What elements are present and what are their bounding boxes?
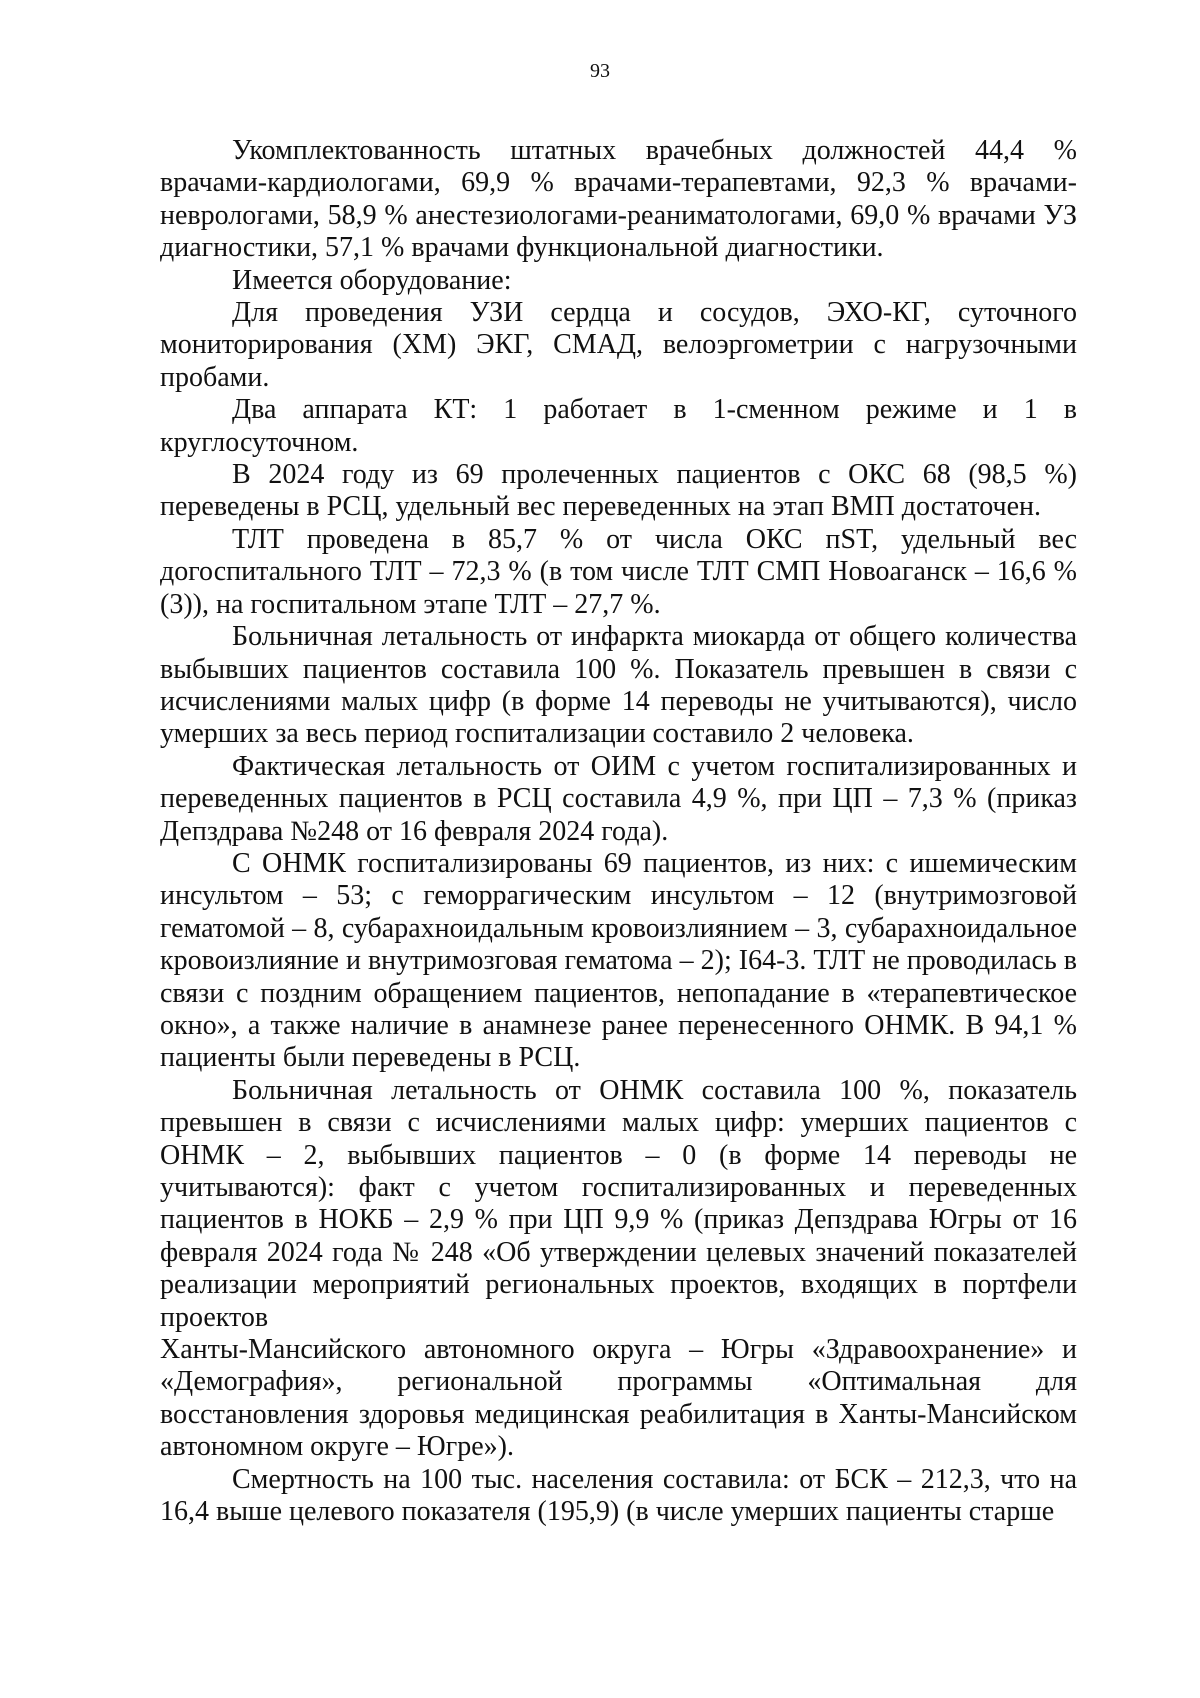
paragraph-stroke-hospitalization: С ОНМК госпитализированы 69 пациентов, из них: с ишемическим инсультом – 53; с геморрагическим инсультом – 12 (внутримозговой гематомой – 8, субарахноидальным кровоизлиянием – 3, субарахноидальное кровоизлияние и внутримозговая гематома – 2); I64-3. ТЛТ не проводилась в связи с поздним обращением пациентов, непопадание в «терапевтическое окно», а также наличие в анамнезе ранее перенесенного ОНМК. В 94,1 % пациенты были переведены в РСЦ.	[160, 847, 1077, 1074]
document-body	[160, 135, 1077, 1528]
paragraph-oks-transfers: В 2024 году из 69 пролеченных пациентов с ОКС 68 (98,5 %) переведены в РСЦ, удельный вес переведенных на этап ВМП достаточен.	[160, 459, 1077, 523]
paragraph-ami-actual-mortality: Фактическая летальность от ОИМ с учетом госпитализированных и переведенных пациентов в РСЦ составила 4,9 %, при ЦП – 7,3 % (приказ Депздрава №248 от 16 февраля 2024 года).	[160, 750, 1077, 847]
paragraph-mi-mortality: Больничная летальность от инфаркта миокарда от общего количества выбывших пациентов составила 100 %. Показатель превышен в связи с исчислениями малых цифр (в форме 14 переводы не учитываются), число умерших за весь период госпитализации составило 2 человека.	[160, 621, 1077, 750]
paragraph-mortality-rate: Смертность на 100 тыс. населения составила: от БСК – 212,3, что на 16,4 выше целевого показателя (195,9) (в числе умерших пациенты старше	[160, 1463, 1077, 1528]
paragraph-stroke-mortality: Больничная летальность от ОНМК составила 100 %, показатель превышен в связи с исчислениями малых цифр: умерших пациентов с ОНМК – 2, выбывших пациентов – 0 (в форме 14 переводы не учитываются): факт с учетом госпитализированных и переведенных пациентов в НОКБ – 2,9 % при ЦП 9,9 % (приказ Депздрава Югры от 16 февраля 2024 года № 248 «Об утверждении целевых значений показателей реализации мероприятий региональных проектов, входящих в портфели проектов	[160, 1074, 1077, 1333]
paragraph-staffing: Укомплектованность штатных врачебных должностей 44,4 % врачами-кардиологами, 69,9 % врачами-терапевтами, 92,3 % врачами-неврологами, 58,9 % анестезиологами-реаниматологами, 69,0 % врачами УЗ диагностики, 57,1 % врачами функциональной диагностики.	[160, 135, 1077, 264]
paragraph-ct-devices: Два аппарата КТ: 1 работает в 1-сменном режиме и 1 в круглосуточном.	[160, 394, 1077, 458]
paragraph-equipment-heading: Имеется оборудование:	[232, 264, 512, 296]
paragraph-tlt: ТЛТ проведена в 85,7 % от числа ОКС пST, удельный вес догоспитального ТЛТ – 72,3 % (в том числе ТЛТ СМП Новоаганск – 16,6 % (3)), на госпитальном этапе ТЛТ – 27,7 %.	[160, 523, 1077, 620]
paragraph-equipment-cardio: Для проведения УЗИ сердца и сосудов, ЭХО-КГ, суточного мониторирования (ХМ) ЭКГ, СМАД, велоэргометрии с нагрузочными пробами.	[160, 297, 1077, 393]
page-number: 93	[590, 60, 610, 82]
paragraph-stroke-mortality-continued: Ханты-Мансийского автономного округа – Югры «Здравоохранение» и «Демография», региональной программы «Оптимальная для восстановления здоровья медицинская реабилитация в Ханты-Мансийском автономном округе – Югре»).	[160, 1334, 1077, 1463]
